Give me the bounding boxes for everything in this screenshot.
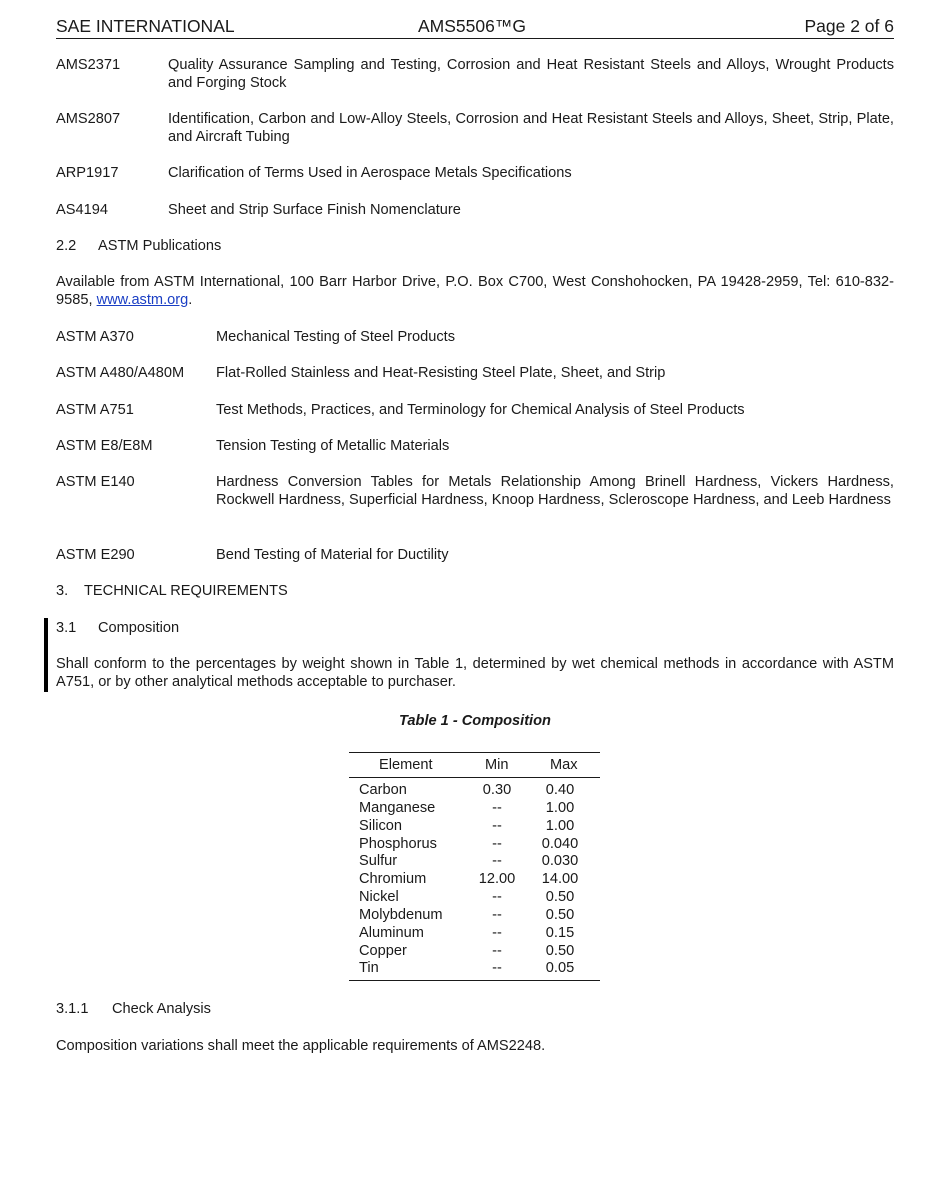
- reference-astm-e290: [56, 546, 894, 564]
- reference-code: AMS2371: [56, 57, 121, 73]
- reference-astm-a751: [56, 401, 894, 419]
- cell-max: 14.00: [541, 871, 579, 888]
- cell-element: Nickel: [359, 889, 399, 906]
- reference-code: ARP1917: [56, 165, 119, 181]
- cell-element: Phosphorus: [359, 835, 437, 852]
- cell-min: --: [492, 960, 502, 977]
- reference-code: ASTM E140: [56, 474, 135, 490]
- table-header-row: [349, 756, 600, 774]
- reference-code: ASTM A370: [56, 329, 134, 345]
- section-3-1-1-heading: [56, 1000, 211, 1018]
- cell-min: --: [492, 853, 502, 870]
- reference-as4194: [56, 201, 894, 219]
- cell-min: --: [492, 906, 502, 923]
- cell-max: 0.40: [545, 782, 575, 798]
- reference-title: Clarification of Terms Used in Aerospace Metals Specifications: [168, 165, 572, 181]
- reference-title: Quality Assurance Sampling and Testing, Corrosion and Heat Resistant Steels and Alloys, Wrought Products and Forging Stock: [168, 57, 894, 91]
- cell-element: Sulfur: [359, 853, 398, 870]
- reference-title: Identification, Carbon and Low-Alloy Steels, Corrosion and Heat Resistant Steels and Alloys, Sheet, Strip, Plate, and Aircraft Tubing: [168, 111, 894, 145]
- section-title: Composition: [98, 620, 180, 636]
- cell-element: Manganese: [359, 799, 436, 816]
- cell-max: 0.040: [541, 835, 579, 852]
- section-3-heading: [56, 582, 288, 600]
- cell-min: --: [492, 799, 502, 816]
- astm-availability-text: Available from ASTM International, 100 Barr Harbor Drive, P.O. Box C700, West Conshohocken, PA 19428-2959, Tel: 610-832-9585,: [56, 274, 894, 308]
- reference-astm-a370: [56, 328, 894, 346]
- cell-min: --: [492, 889, 502, 906]
- table-row: [349, 799, 600, 817]
- cell-element: Chromium: [359, 871, 427, 888]
- cell-max: 1.00: [545, 799, 575, 816]
- section-number: 3.1.1: [56, 1001, 89, 1017]
- header-min: Min: [485, 757, 509, 773]
- cell-max: 0.030: [541, 853, 579, 870]
- reference-code: ASTM E8/E8M: [56, 438, 153, 454]
- revision-change-bar: [44, 618, 48, 692]
- table-row: [349, 781, 600, 799]
- astm-availability-paragraph: [56, 273, 894, 309]
- cell-max: 0.50: [545, 906, 575, 923]
- table-row: [349, 888, 600, 906]
- table-row: [349, 870, 600, 888]
- table-row: [349, 924, 600, 942]
- reference-ams2371: [56, 56, 894, 92]
- cell-element: Copper: [359, 942, 407, 959]
- reference-code: ASTM A751: [56, 402, 134, 418]
- reference-title: Flat-Rolled Stainless and Heat-Resisting Steel Plate, Sheet, and Strip: [216, 365, 666, 381]
- header-org: SAE INTERNATIONAL: [56, 16, 235, 36]
- header-page-number: Page 2 of 6: [804, 16, 894, 36]
- reference-astm-e140: [56, 473, 894, 509]
- reference-title: Hardness Conversion Tables for Metals Relationship Among Brinell Hardness, Vickers Hardness, Rockwell Hardness, Superficial Hardness, Knoop Hardness, Scleroscope Hardness, and Leeb Hardness: [216, 474, 894, 508]
- table-row: [349, 942, 600, 960]
- section-title: Check Analysis: [112, 1001, 211, 1017]
- reference-title: Sheet and Strip Surface Finish Nomenclature: [168, 202, 461, 218]
- cell-min: --: [492, 835, 502, 852]
- reference-code: ASTM A480/A480M: [56, 365, 185, 381]
- composition-paragraph: Shall conform to the percentages by weight shown in Table 1, determined by wet chemical methods in accordance with ASTM A751, or by other analytical methods acceptable to purchaser.: [56, 656, 894, 690]
- header-max: Max: [550, 757, 578, 773]
- reference-code: AS4194: [56, 202, 108, 218]
- reference-astm-a480: [56, 364, 894, 382]
- reference-code: ASTM E290: [56, 547, 135, 563]
- table-top-rule: [349, 752, 600, 753]
- cell-max: 0.50: [545, 889, 575, 906]
- cell-element: Molybdenum: [359, 906, 443, 923]
- table-1-caption: Table 1 - Composition: [399, 713, 551, 729]
- header-doc-number: AMS5506™G: [418, 16, 526, 36]
- table-body: [349, 781, 600, 977]
- table-row: [349, 906, 600, 924]
- section-title: TECHNICAL REQUIREMENTS: [84, 583, 288, 599]
- header-element: Element: [379, 757, 433, 773]
- table-row: [349, 959, 600, 977]
- table-row: [349, 817, 600, 835]
- section-number: 3.1: [56, 620, 77, 636]
- section-number: 2.2: [56, 238, 77, 254]
- cell-min: --: [492, 924, 502, 941]
- page-header: [56, 16, 894, 39]
- astm-website-link[interactable]: www.astm.org: [96, 292, 189, 308]
- cell-min: 12.00: [478, 871, 516, 888]
- cell-element: Carbon: [359, 782, 407, 798]
- cell-max: 0.05: [545, 960, 575, 977]
- reference-title: Mechanical Testing of Steel Products: [216, 329, 456, 345]
- cell-element: Silicon: [359, 817, 402, 834]
- cell-min: 0.30: [482, 782, 512, 798]
- reference-title: Tension Testing of Metallic Materials: [216, 438, 450, 454]
- check-analysis-paragraph: Composition variations shall meet the applicable requirements of AMS2248.: [56, 1038, 546, 1054]
- section-3-1-heading: [56, 619, 179, 637]
- table-row: [349, 852, 600, 870]
- cell-max: 0.50: [545, 942, 575, 959]
- cell-element: Aluminum: [359, 924, 424, 941]
- cell-element: Tin: [359, 960, 379, 977]
- cell-max: 1.00: [545, 817, 575, 834]
- reference-ams2807: [56, 110, 894, 146]
- reference-title: Bend Testing of Material for Ductility: [216, 547, 449, 563]
- table-bottom-rule: [349, 980, 600, 981]
- table-header-rule: [349, 777, 600, 778]
- astm-availability-tail: .: [188, 292, 193, 308]
- cell-min: --: [492, 942, 502, 959]
- reference-arp1917: [56, 164, 894, 182]
- cell-max: 0.15: [545, 924, 575, 941]
- section-2-2-heading: [56, 237, 221, 255]
- section-number: 3.: [56, 583, 69, 599]
- reference-astm-e8: [56, 437, 894, 455]
- table-row: [349, 835, 600, 853]
- cell-min: --: [492, 817, 502, 834]
- reference-title: Test Methods, Practices, and Terminology for Chemical Analysis of Steel Products: [216, 402, 745, 418]
- reference-code: AMS2807: [56, 111, 121, 127]
- section-title: ASTM Publications: [98, 238, 222, 254]
